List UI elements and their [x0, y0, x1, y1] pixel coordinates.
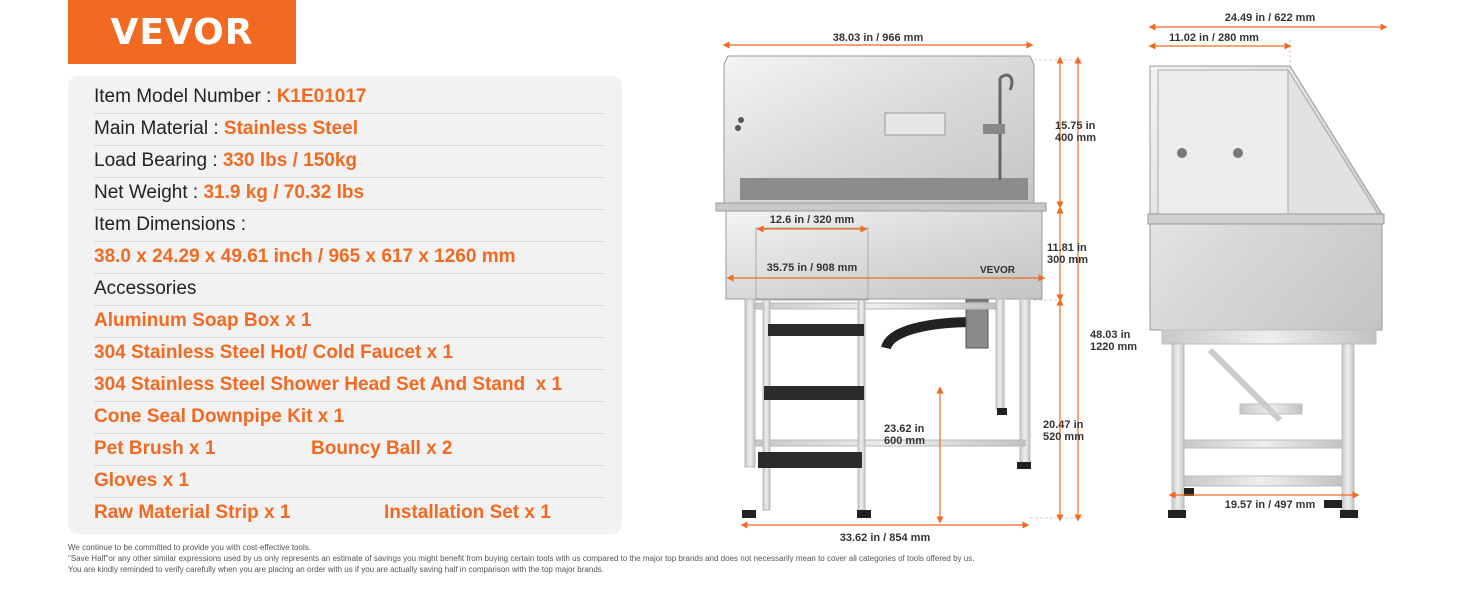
logo-text: VEVOR: [110, 11, 254, 53]
dim-front-base: 33.62 in / 854 mm: [839, 532, 931, 544]
dim-splash-in: 15.75 in: [1055, 120, 1096, 132]
dim-front-tub: 35.75 in / 908 mm: [766, 262, 858, 274]
accessory-item: Aluminum Soap Box x 1: [94, 306, 604, 338]
spec-value: 330 lbs / 150kg: [222, 150, 358, 171]
spec-value: K1E01017: [276, 86, 367, 107]
side-stand: [1162, 330, 1376, 510]
dim-total-mm: 1220 mm: [1090, 341, 1138, 353]
dim-step-mm: 600 mm: [884, 435, 925, 447]
spec-label: Net Weight: [94, 182, 188, 203]
spec-label: Item Model Number: [94, 86, 261, 107]
svg-text:VEVOR: VEVOR: [980, 265, 1016, 276]
spec-row-weight: Net Weight : 31.9 kg / 70.32 lbs: [94, 178, 604, 210]
accessories-heading: Accessories: [94, 274, 604, 306]
spec-value: 38.0 x 24.29 x 49.61 inch / 965 x 617 x 1260 mm: [94, 246, 516, 267]
dim-stand-mm: 520 mm: [1043, 431, 1084, 443]
spec-value: 31.9 kg / 70.32 lbs: [203, 182, 365, 203]
accessory-item: Raw Material Strip x 1 Installation Set x 1: [94, 502, 551, 523]
spec-label: Load Bearing: [94, 150, 208, 171]
spec-row-dimensions-label: Item Dimensions :: [94, 210, 604, 242]
dim-tub-mm: 300 mm: [1047, 254, 1088, 266]
accessory-item: 304 Stainless Steel Shower Head Set And Stand x 1: [94, 370, 604, 402]
dim-side-top: 11.02 in / 280 mm: [1169, 32, 1259, 44]
accessory-item: Gloves x 1: [94, 466, 604, 498]
footnote: We continue to be committed to provide you with cost-effective tools. "Save Half"or any other similar expressions used by us only represents an estimate of savings you might benefit from buying certain tools with us compared to the major top brands and does not necessarily mean to cover all categories of tools offered by us. You are kindly reminded to verify carefully when you are placing an order with us if you are actually saving half in comparison with the top major brands.: [68, 543, 975, 574]
dim-total-in: 48.03 in: [1090, 329, 1131, 341]
spec-value: Stainless Steel: [223, 118, 359, 139]
dim-tub-in: 11.81 in: [1047, 242, 1087, 254]
side-tub: [1148, 66, 1384, 330]
accessory-item: Pet Brush x 1 Bouncy Ball x 2: [94, 434, 604, 466]
dim-front-width: 38.03 in / 966 mm: [832, 32, 924, 44]
dim-front-inner: 12.6 in / 320 mm: [769, 214, 855, 226]
accessory-item: 304 Stainless Steel Hot/ Cold Faucet x 1: [94, 338, 604, 370]
spec-label: Main Material: [94, 118, 209, 139]
dim-splash-mm: 400 mm: [1055, 132, 1096, 144]
spec-row-model: Item Model Number : K1E01017: [94, 82, 604, 114]
spec-label: Item Dimensions: [94, 214, 236, 235]
spec-row-load: Load Bearing : 330 lbs / 150kg: [94, 146, 604, 178]
spec-row-material: Main Material : Stainless Steel: [94, 114, 604, 146]
front-tub: [716, 56, 1046, 300]
dim-stand-in: 20.47 in: [1043, 419, 1084, 431]
dim-side-depth: 24.49 in / 622 mm: [1224, 12, 1316, 24]
dim-step-in: 23.62 in: [884, 423, 925, 435]
dim-side-base: 19.57 in / 497 mm: [1224, 499, 1316, 511]
soap-box-icon: [885, 113, 945, 135]
accessory-item: Cone Seal Downpipe Kit x 1: [94, 402, 604, 434]
drain-pipe: [886, 322, 975, 348]
